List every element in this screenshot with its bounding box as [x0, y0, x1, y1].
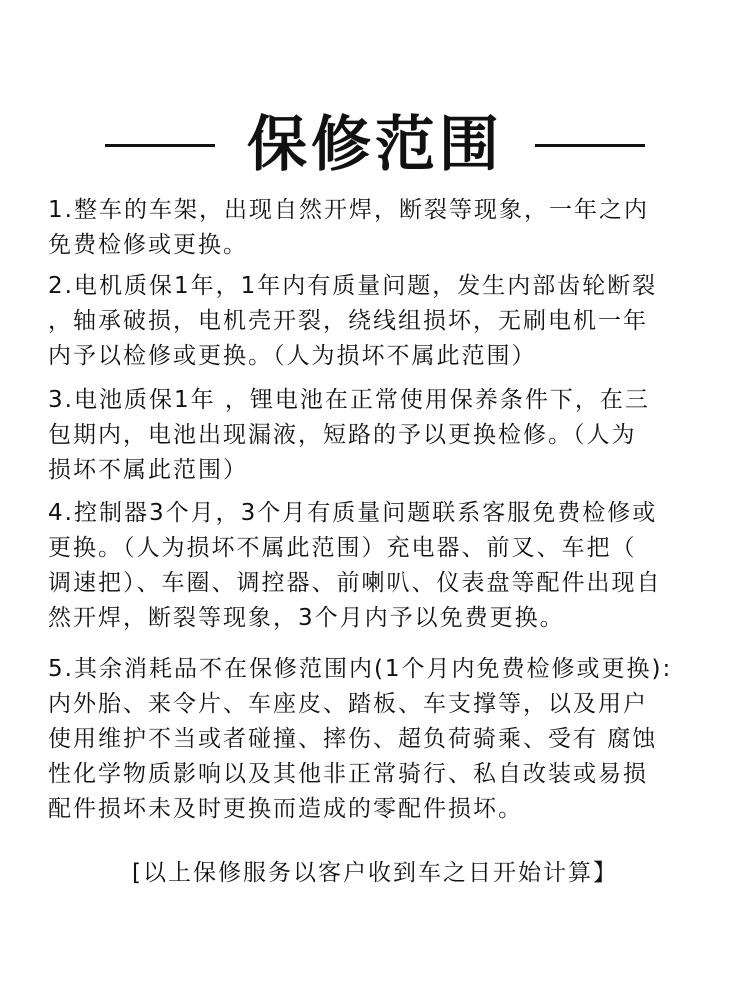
- clause-4: [48, 496, 720, 636]
- clause-5: [48, 652, 720, 827]
- clause-line: 免费检修或更换。: [48, 232, 248, 258]
- clause-line: 3.电池质保1年 ，锂电池在正常使用保养条件下，在三: [48, 387, 650, 413]
- title-row: [0, 100, 750, 190]
- clause-line: 内外胎、来令片、车座皮、踏板、车支撑等，以及用户: [48, 691, 648, 717]
- clause-line: 包期内，电池出现漏液，短路的予以更换检修。（人为: [48, 422, 637, 448]
- clause-line: 调速把）、车圈、调控器、前喇叭、仪表盘等配件出现自: [48, 570, 662, 596]
- clause-line: 5.其余消耗品不在保修范围内(1个月内免费检修或更换):: [48, 656, 673, 682]
- clause-line: 更换。（人为损坏不属此范围）充电器、前叉、车把（: [48, 535, 637, 561]
- clause-1: [48, 193, 720, 263]
- clause-3: [48, 383, 720, 488]
- page-title: 保修范围: [247, 110, 503, 180]
- clause-line: 使用维护不当或者碰撞、摔伤、超负荷骑乘、受有 腐蚀: [48, 726, 658, 752]
- clause-line: 1.整车的车架，出现自然开焊，断裂等现象，一年之内: [48, 197, 649, 223]
- footer-note: [以上保修服务以客户收到车之日开始计算】: [132, 860, 618, 886]
- clause-line: 损坏不属此范围）: [48, 457, 248, 483]
- clause-line: 配件损坏未及时更换而造成的零配件损坏。: [48, 796, 523, 822]
- clause-line: ，轴承破损，电机壳开裂，绕线组损坏，无刷电机一年: [48, 308, 648, 334]
- clause-line: 内予以检修或更换。（人为损坏不属此范围）: [48, 343, 537, 369]
- title-rule-left: [105, 144, 215, 147]
- clause-line: 4.控制器3个月，3个月有质量问题联系客服免费检修或: [48, 500, 658, 526]
- clause-line: 然开焊，断裂等现象，3个月内予以免费更换。: [48, 605, 565, 631]
- title-rule-right: [535, 144, 645, 147]
- clause-line: 2.电机质保1年，1年内有质量问题，发生内部齿轮断裂: [48, 273, 658, 299]
- clause-line: 性化学物质影响以及其他非正常骑行、私自改装或易损: [48, 761, 648, 787]
- clause-2: [48, 269, 720, 374]
